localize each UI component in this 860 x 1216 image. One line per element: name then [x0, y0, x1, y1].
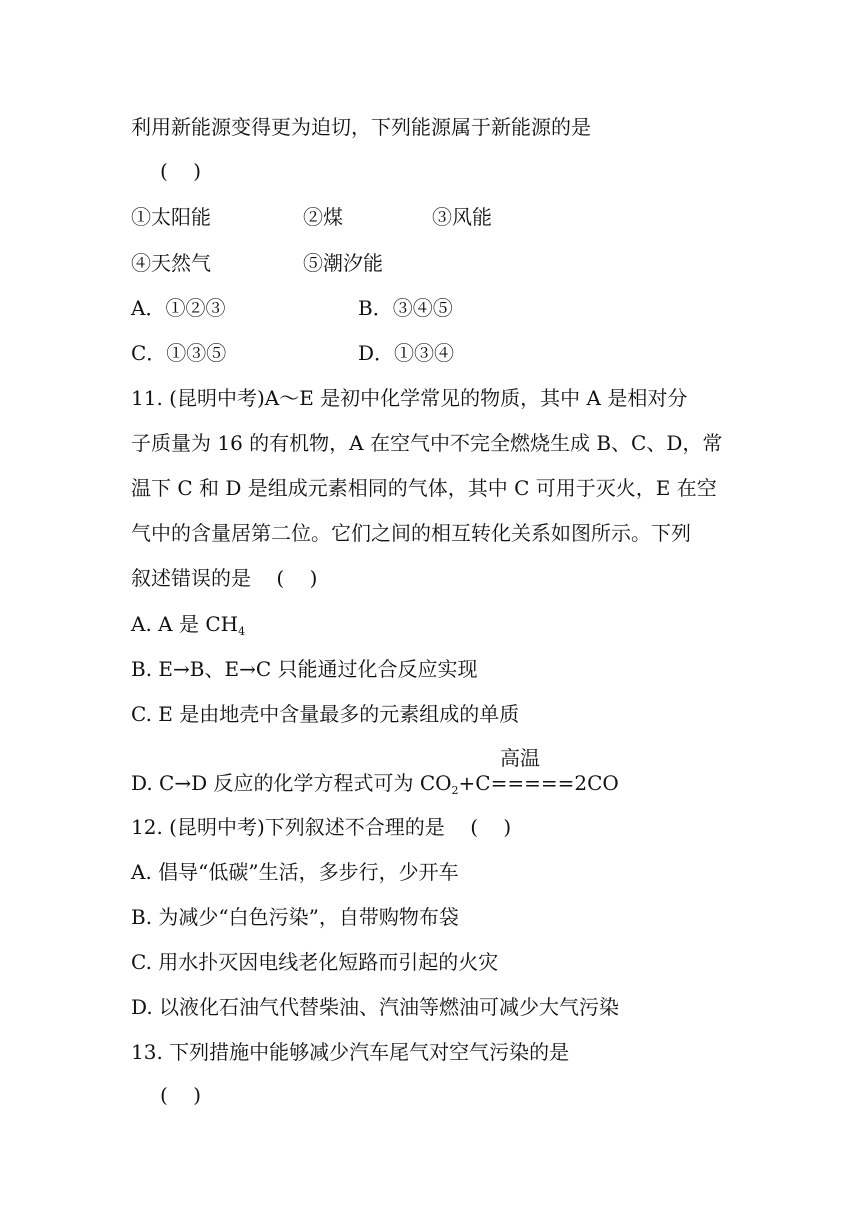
q11-option-a-subscript: 4	[238, 625, 246, 638]
q11-option-a-text: A. A 是 CH	[131, 612, 239, 636]
q12-option-a: A. 倡导“低碳”生活，多步行，少开车	[131, 860, 459, 884]
q11-option-a	[131, 612, 245, 640]
q13-stem-line: 13. 下列措施中能够减少汽车尾气对空气污染的是	[131, 1040, 570, 1064]
q10-item-2: ②煤	[303, 205, 343, 229]
q12-option-b: B. 为减少“白色污染”，自带购物布袋	[131, 905, 459, 929]
q11-stem-line-2: 子质量为 16 的有机物，A 在空气中不完全燃烧生成 B、C、D，常	[131, 431, 723, 455]
q11-option-c: C. E 是由地壳中含量最多的元素组成的单质	[131, 702, 520, 726]
q10-option-b: B．③④⑤	[358, 296, 453, 320]
q11-option-d-text: D. C→D 反应的化学方程式可为 CO	[131, 771, 452, 795]
q11-reaction-condition: 高温	[500, 746, 540, 770]
q12-stem-line: 12. (昆明中考)下列叙述不合理的是 ( )	[131, 815, 512, 839]
q12-option-c: C. 用水扑灭因电线老化短路而引起的火灾	[131, 950, 499, 974]
q10-item-1: ①太阳能	[131, 205, 211, 229]
q10-option-d: D．①③④	[358, 341, 455, 365]
q11-option-b: B. E→B、E→C 只能通过化合反应实现	[131, 657, 478, 681]
q11-stem-line-5: 叙述错误的是 ( )	[131, 566, 318, 590]
q11-option-d-equation: +C=====2CO	[458, 771, 619, 795]
q10-item-5: ⑤潮汐能	[303, 251, 383, 275]
q11-option-d	[131, 771, 619, 799]
q11-stem-line-4: 气中的含量居第二位。它们之间的相互转化关系如图所示。下列	[131, 521, 691, 545]
q12-option-d: D. 以液化石油气代替柴油、汽油等燃油可减少大气污染	[131, 995, 620, 1019]
q11-stem-line-1: 11. (昆明中考)A～E 是初中化学常见的物质，其中 A 是相对分	[131, 386, 688, 410]
q10-item-4: ④天然气	[131, 251, 211, 275]
q10-option-c: C．①③⑤	[131, 341, 227, 365]
q10-item-3: ③风能	[432, 205, 492, 229]
q11-stem-line-3: 温下 C 和 D 是组成元素相同的气体，其中 C 可用于灭火，E 在空	[131, 476, 717, 500]
q10-answer-paren: ( )	[160, 159, 202, 183]
q13-answer-paren: ( )	[160, 1083, 202, 1107]
q10-option-a: A．①②③	[131, 296, 226, 320]
q11-option-d-subscript: 2	[451, 784, 459, 797]
q10-stem-line: 利用新能源变得更为迫切，下列能源属于新能源的是	[131, 115, 591, 139]
